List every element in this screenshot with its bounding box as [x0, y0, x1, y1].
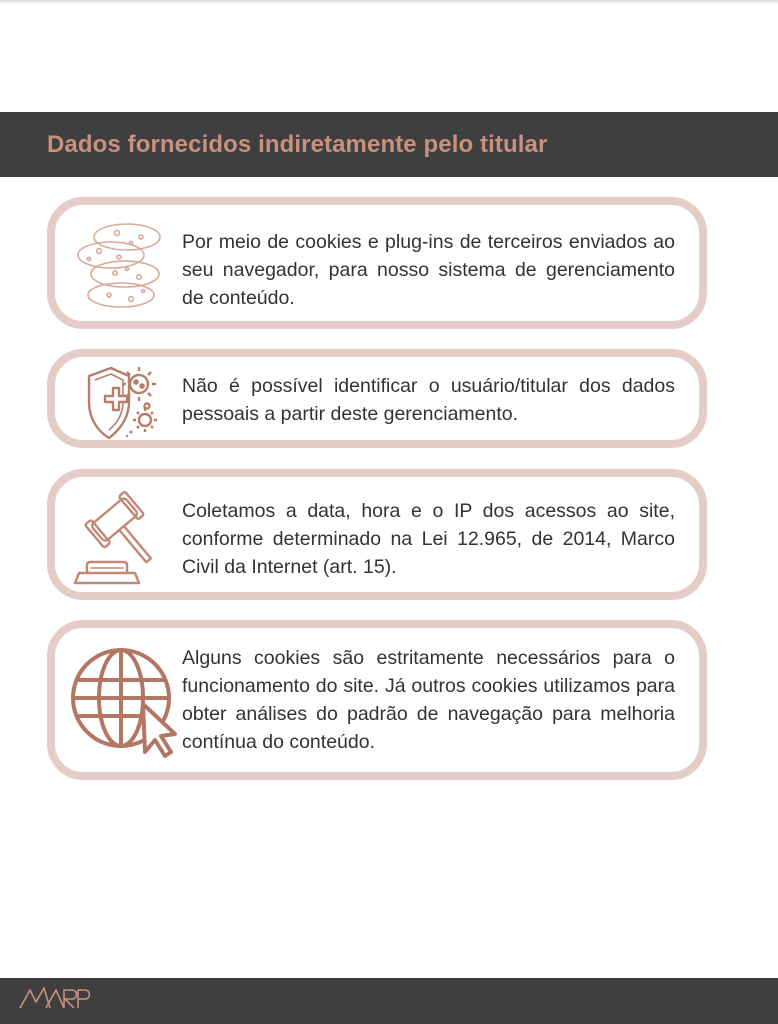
cookies-icon [69, 221, 169, 313]
globe-cursor-icon [69, 646, 181, 758]
info-card-analytics [47, 620, 707, 780]
section-header [0, 112, 778, 177]
card-text: Coletamos a data, hora e o IP dos acessos ao site, conforme determinado na Lei 12.965, de 2014, Marco Civil da Internet (art. 15). [182, 500, 675, 578]
info-card-identification [47, 349, 707, 448]
info-card-legal [47, 469, 707, 600]
footer-bar [0, 978, 778, 1024]
gavel-icon [69, 485, 175, 591]
shield-virus-icon [81, 362, 163, 444]
info-card-cookies [47, 197, 707, 329]
card-text: Não é possível identificar o usuário/titular dos dados pessoais a partir deste gerenciamento. [182, 375, 675, 425]
card-text: Por meio de cookies e plug-ins de terceiros enviados ao seu navegador, para nosso sistema de gerenciamento de conteúdo. [182, 231, 675, 309]
card-text: Alguns cookies são estritamente necessários para o funcionamento do site. Já outros cookies utilizamos para obter análises do padrão de navegação para melhoria contínua do conteúdo. [182, 647, 675, 753]
page-top-edge [0, 0, 778, 4]
section-title: Dados fornecidos indiretamente pelo titular [47, 130, 548, 158]
marp-logo [18, 984, 92, 1017]
